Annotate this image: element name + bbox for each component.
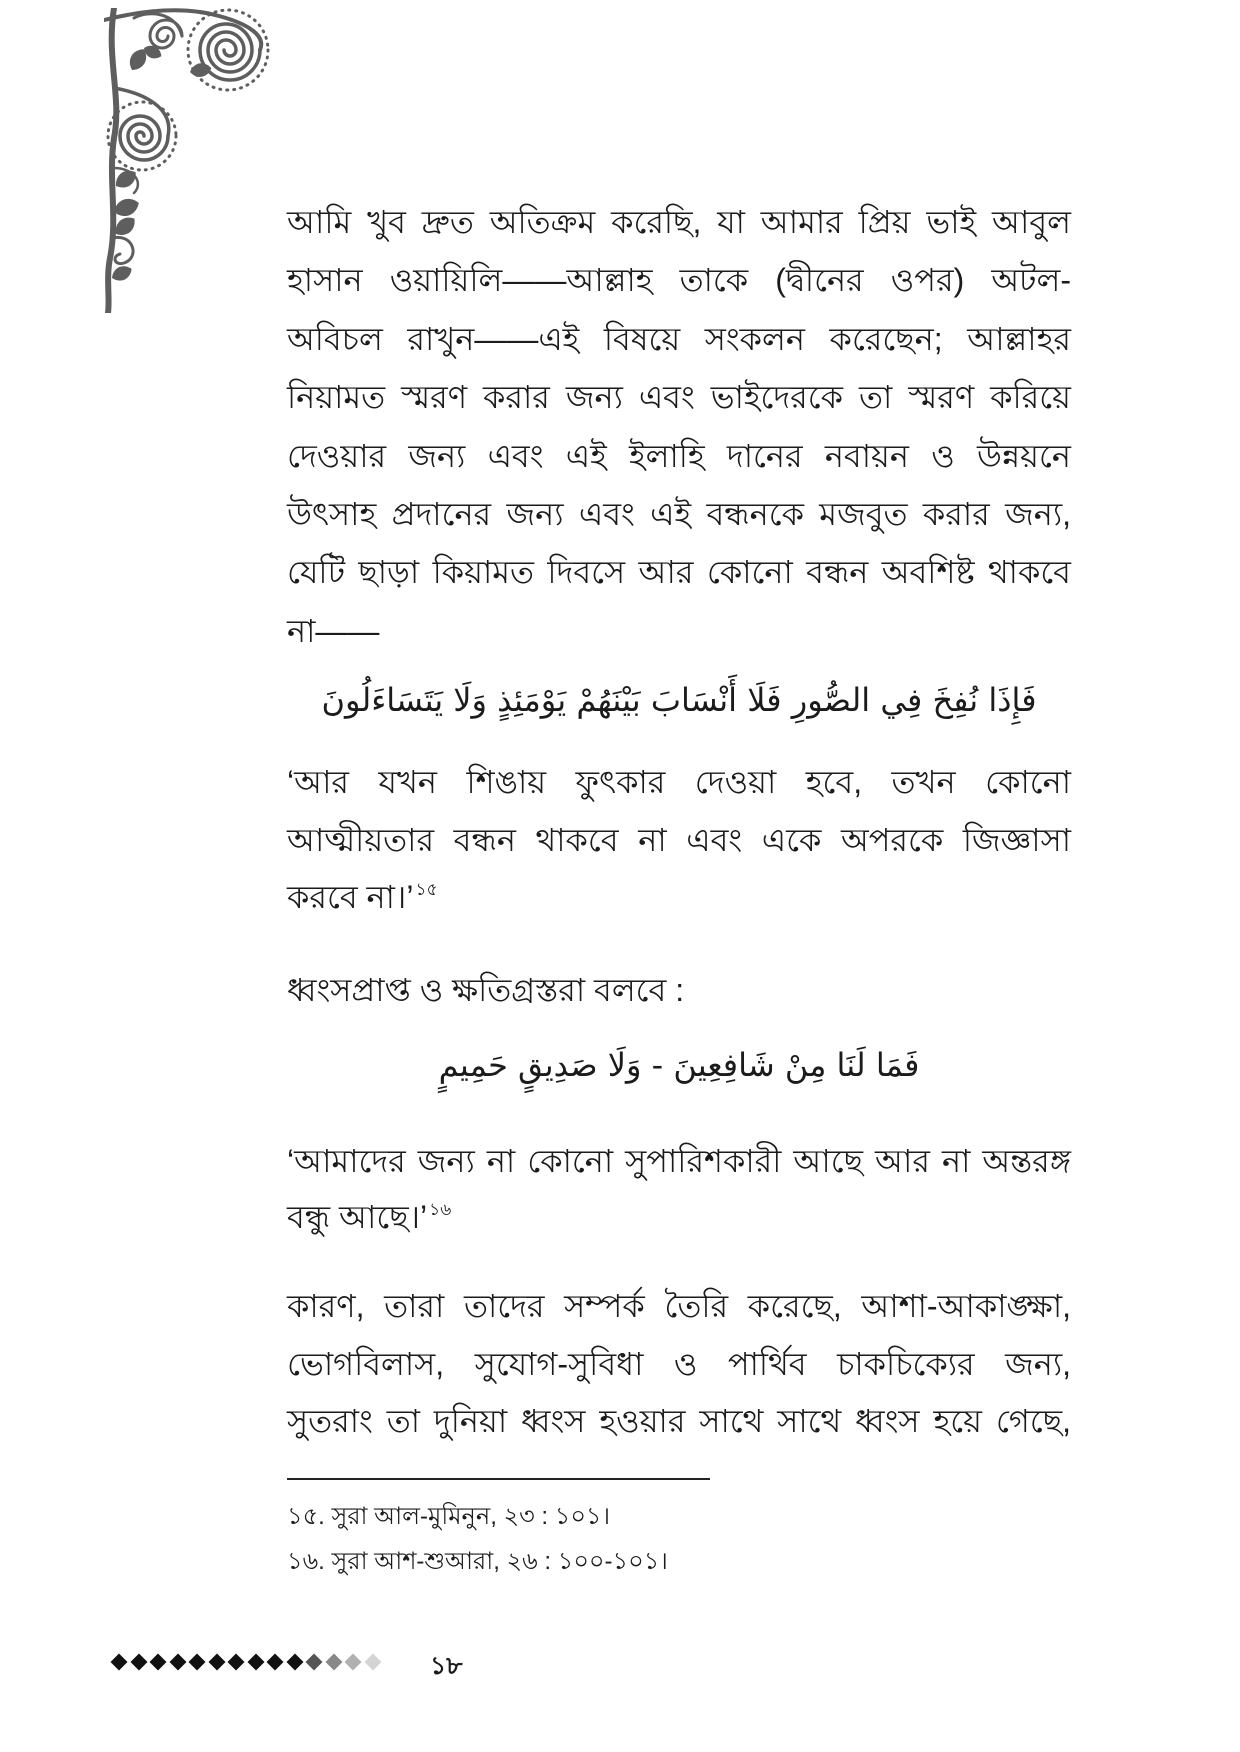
arabic-verse: فَإِذَا نُفِخَ فِي الصُّورِ فَلَا أَنْسَابَ بَيْنَهُمْ يَوْمَئِذٍ وَلَا يَتَسَاءَلُونَ <box>321 681 1037 719</box>
footer-diamond <box>325 1653 342 1670</box>
text-line: আত্মীয়তার বন্ধন থাকবে না এবং একে অপরকে জিজ্ঞাসা <box>287 821 1071 858</box>
footnote: ১৬. সুরা আশ-শুআরা, ২৬ : ১০০-১০১। <box>287 1548 668 1575</box>
footnote-divider <box>287 1478 710 1480</box>
text-line: সুতরাং তা দুনিয়া ধ্বংস হওয়ার সাথে সাথে ধ্বংস হয়ে গেছে, <box>287 1403 1071 1439</box>
text-line: দেওয়ার জন্য এবং এই ইলাহি দানের নবায়ন ও উন্নয়নে <box>287 437 1071 474</box>
text-line: নিয়ামত স্মরণ করার জন্য এবং ভাইদেরকে তা স্মরণ করিয়ে <box>287 379 1071 416</box>
footer-diamond <box>247 1653 264 1670</box>
text-line: না—— <box>287 612 380 649</box>
footer-diamond <box>364 1653 381 1670</box>
text-line <box>287 869 1071 927</box>
page-number: ১৮ <box>430 1652 463 1680</box>
text-line-content: বন্ধু আছে।’ <box>287 1199 428 1235</box>
text-line: যেটি ছাড়া কিয়ামত দিবসে আর কোনো বন্ধন অবশিষ্ট থাকবে <box>287 554 1071 591</box>
footer-diamond <box>189 1653 206 1670</box>
footer-diamond <box>286 1653 303 1670</box>
footer-diamond-strip <box>113 1653 386 1671</box>
footer-diamond <box>169 1653 186 1670</box>
text-line: ‘আর যখন শিঙায় ফুৎকার দেওয়া হবে, তখন কোনো <box>287 764 1071 800</box>
text-line: অবিচল রাখুন——এই বিষয়ে সংকলন করেছেন; আল্লাহর <box>287 320 1071 357</box>
text-line <box>287 1189 1071 1245</box>
footnote-ref: ১৫ <box>415 880 438 899</box>
paragraph <box>287 754 1071 927</box>
footnote: ১৫. সুরা আল-মুমিনুন, ২৩ : ১০১। <box>287 1503 611 1530</box>
text-line: ভোগবিলাস, সুযোগ-সুবিধা ও পার্থিব চাকচিক্যের জন্য, <box>287 1345 1071 1382</box>
paragraph <box>287 961 1071 1019</box>
footnotes <box>287 1494 1071 1584</box>
text-line-content: করবে না।’ <box>287 879 414 915</box>
footer-diamond <box>111 1653 128 1670</box>
footer-diamond <box>150 1653 167 1670</box>
corner-ornament <box>104 8 279 313</box>
footer-diamond <box>208 1653 225 1670</box>
paragraph <box>287 1278 1071 1451</box>
text-line: উৎসাহ প্রদানের জন্য এবং এই বন্ধনকে মজবুত করার জন্য, <box>287 495 1071 532</box>
text-line: হাসান ওয়ায়িলি——আল্লাহ তাকে (দ্বীনের ওপর) অটল- <box>287 262 1071 299</box>
footnote-ref: ১৬ <box>429 1200 452 1219</box>
footer-diamond <box>345 1653 362 1670</box>
text-line: কারণ, তারা তাদের সম্পর্ক তৈরি করেছে, আশা-আকাঙ্ক্ষা, <box>287 1288 1071 1324</box>
footer-diamond <box>130 1653 147 1670</box>
text-line: ধ্বংসপ্রাপ্ত ও ক্ষতিগ্রস্তরা বলবে : <box>287 972 685 1008</box>
footer-diamond <box>228 1653 245 1670</box>
arabic-verse: فَمَا لَنَا مِنْ شَافِعِينَ - وَلَا صَدِيقٍ حَمِيمٍ <box>438 1046 920 1084</box>
paragraph <box>287 1133 1071 1245</box>
paragraph <box>287 193 1071 660</box>
text-line: ‘আমাদের জন্য না কোনো সুপারিশকারী আছে আর না অন্তরঙ্গ <box>287 1143 1071 1179</box>
footer-diamond <box>306 1653 323 1670</box>
footer-diamond <box>267 1653 284 1670</box>
text-line: আমি খুব দ্রুত অতিক্রম করেছি, যা আমার প্রিয় ভাই আবুল <box>287 204 1071 240</box>
